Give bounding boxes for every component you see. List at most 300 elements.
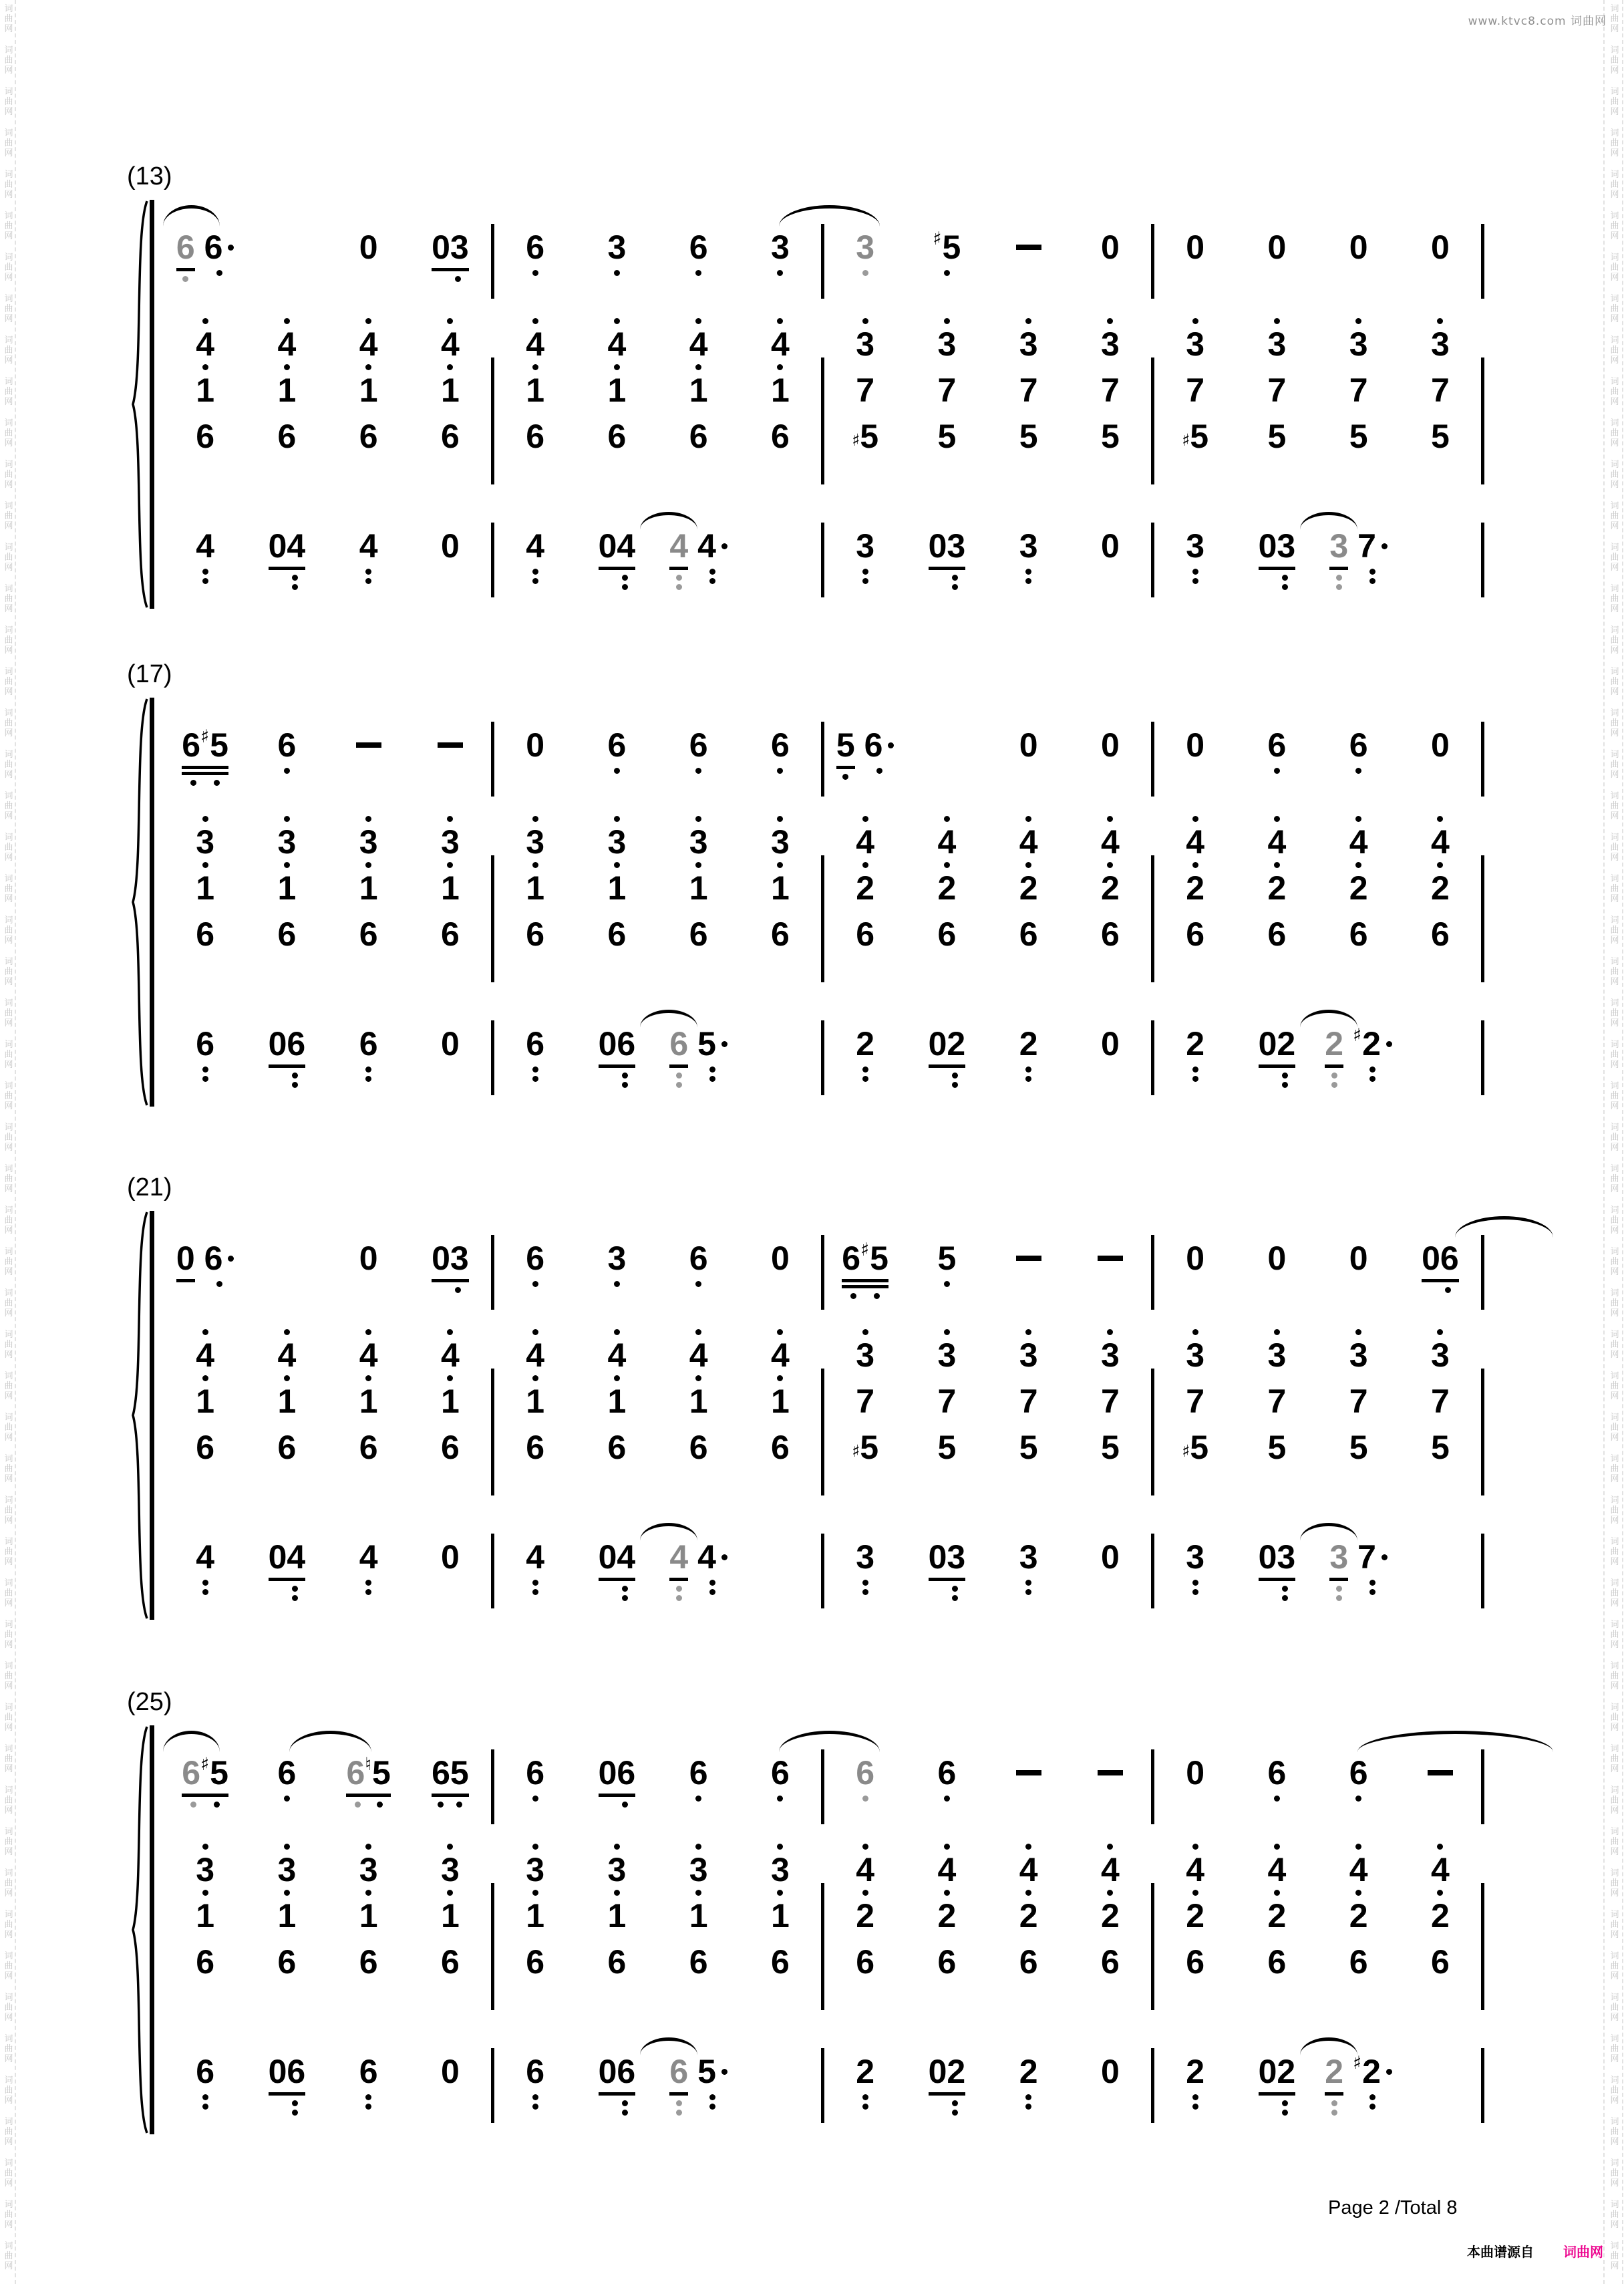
sharp-icon: ♯ [1182, 1441, 1190, 1461]
note-digit: 6 [689, 1754, 708, 1792]
edge-watermark-char: 曲 [1610, 925, 1619, 936]
note-group [1184, 2053, 1206, 2110]
octave-dot-high [1107, 816, 1113, 822]
octave-dot [456, 1802, 462, 1808]
chord-note [771, 814, 790, 860]
dashed-divider-left [15, 0, 16, 2284]
edge-watermark-char: 词 [4, 1454, 13, 1464]
chord-stack [1431, 814, 1450, 952]
music-system [127, 1688, 1523, 2160]
note-digit: 0 [1349, 1240, 1368, 1277]
note-group [1184, 1240, 1206, 1276]
edge-watermark-char: 曲 [4, 345, 13, 355]
chord-note [526, 860, 544, 906]
note-digit: 6 [1186, 915, 1205, 953]
note [929, 528, 947, 564]
note-digit: 0 [440, 2053, 460, 2090]
note-group [668, 1539, 689, 1601]
edge-watermark-char: 网 [4, 24, 13, 34]
octave-dot [1192, 569, 1198, 575]
chord-row [164, 316, 1484, 484]
note-group [1100, 528, 1121, 564]
measure [1154, 1539, 1481, 1601]
note-digit: 4 [1100, 1851, 1120, 1888]
note-digit: 4 [617, 1538, 636, 1576]
note-digit: 6 [277, 726, 297, 764]
system-start-barline [150, 1725, 154, 2134]
note [599, 1539, 617, 1575]
octave-dot-high [862, 862, 868, 868]
beat [246, 229, 327, 282]
system-label: (17) [127, 660, 172, 688]
edge-watermark-char: 网 [4, 2137, 13, 2147]
octave-dot [292, 1082, 298, 1088]
octave-dot-high [1437, 1890, 1443, 1896]
edge-watermark-char: 网 [1610, 2096, 1619, 2106]
note-digit: 0 [440, 1538, 460, 1576]
site-watermark: www.ktvc8.com 词曲网 [1468, 15, 1607, 28]
note [1277, 528, 1295, 564]
edge-watermark-char: 网 [1610, 231, 1619, 241]
beam-underline [836, 766, 855, 769]
edge-watermark-char: 词 [4, 460, 13, 470]
note-digit: 4 [937, 1851, 957, 1888]
measure [164, 229, 491, 282]
note-digit: 6 [770, 1429, 790, 1466]
note [365, 1755, 390, 1791]
note [1019, 727, 1038, 763]
edge-watermark-char: 曲 [4, 1174, 13, 1184]
barline [1481, 2048, 1484, 2123]
note [1357, 528, 1388, 564]
chord-note [1431, 860, 1450, 906]
note [1422, 1240, 1440, 1276]
edge-watermark-char: 网 [4, 521, 13, 531]
sharp-icon: ♯ [852, 430, 860, 450]
octave-dot-high [1192, 1844, 1198, 1850]
chord-note [1019, 362, 1038, 408]
note-digit: 2 [947, 2053, 966, 2090]
octave-dot-high [447, 1890, 453, 1896]
chord-note [1186, 1934, 1204, 1980]
note [856, 2053, 874, 2090]
note-digit: 7 [856, 1383, 875, 1420]
octave-dot [709, 2094, 715, 2100]
measure [494, 229, 821, 276]
note-digit: 5 [1267, 1429, 1287, 1466]
note [1431, 727, 1450, 763]
beat [740, 2053, 821, 2116]
octave-dot [777, 1796, 783, 1802]
edge-watermark-char: 词 [4, 1578, 13, 1588]
beat [410, 316, 491, 454]
octave-dot-high [695, 816, 701, 822]
note-digit: 6 [864, 726, 883, 764]
edge-watermark-char: 词 [1610, 1081, 1619, 1091]
chord-stack [852, 316, 878, 454]
note-digit: 3 [856, 527, 875, 565]
beat [164, 814, 246, 952]
beat [164, 1026, 246, 1088]
octave-dot [676, 1595, 682, 1601]
octave-dot [532, 2104, 538, 2110]
note-digit: 5 [937, 418, 957, 455]
edge-watermark-char: 词 [4, 1993, 13, 2003]
octave-dot-high [614, 318, 620, 324]
note-digit: 3 [770, 1851, 790, 1888]
beat [1070, 528, 1151, 590]
chord-note [852, 408, 878, 454]
note-group [1018, 2053, 1039, 2110]
edge-watermark-char: 词 [4, 874, 13, 884]
note-digit: 3 [450, 229, 469, 266]
octave-dot-high [1192, 1329, 1198, 1335]
chord-stack [1349, 316, 1368, 454]
octave-dot [676, 584, 682, 590]
note-digit: 0 [268, 527, 287, 565]
octave-dot-high [532, 364, 538, 370]
edge-watermark-char: 词 [1610, 708, 1619, 718]
tie-slur [779, 1731, 880, 1754]
octave-dot-high [447, 816, 453, 822]
chord-note [1349, 1373, 1368, 1419]
octave-dot [284, 1796, 290, 1802]
beat [1400, 229, 1481, 265]
chord-note [856, 362, 874, 408]
note-digit: 5 [942, 229, 961, 266]
edge-watermark-char: 词 [1610, 2117, 1619, 2127]
edge-watermark-char: 网 [4, 480, 13, 490]
edge-watermark-char: 词 [4, 791, 13, 801]
tie-slur [1455, 1216, 1553, 1240]
beat [1070, 1842, 1151, 1980]
note-digit: 0 [1100, 1538, 1120, 1576]
note-digit: 6 [842, 1240, 861, 1277]
chord-note [689, 814, 708, 860]
edge-watermark-char: 网 [4, 1308, 13, 1318]
barline [1481, 1020, 1484, 1095]
note-digit: 6 [182, 726, 201, 764]
chord-stack [277, 316, 296, 454]
octave-dot-high [695, 1844, 701, 1850]
chord-stack [526, 1842, 544, 1980]
edge-watermark-char: 词 [4, 418, 13, 428]
note-digit: 2 [1186, 2053, 1205, 2090]
octave-dot [862, 2104, 868, 2110]
beat [740, 1755, 821, 1808]
note-digit: 2 [1019, 1897, 1038, 1935]
note-digit: 6 [277, 1754, 297, 1792]
beat [658, 229, 740, 276]
note-group [696, 1026, 729, 1082]
beam-underline [1259, 1578, 1296, 1581]
edge-watermark-char: 曲 [1610, 1133, 1619, 1143]
chord-note [1182, 408, 1208, 454]
edge-watermark-char: 词 [1610, 128, 1619, 138]
note-digit: 7 [1186, 1383, 1205, 1420]
note-group [1328, 1539, 1349, 1601]
note-group [1426, 1755, 1454, 1775]
octave-dot [355, 1802, 361, 1808]
octave-dot [850, 1293, 856, 1299]
edge-watermark-char: 词 [1610, 543, 1619, 553]
chord-note [526, 1842, 544, 1888]
edge-watermark-char: 词 [4, 1371, 13, 1381]
chord-note [937, 362, 956, 408]
chord-note [607, 1373, 626, 1419]
octave-dot-high [284, 1375, 290, 1381]
note [669, 2053, 688, 2090]
note-digit: 3 [937, 325, 957, 363]
tie-slur [779, 205, 880, 229]
chord-note [1349, 1327, 1368, 1373]
note-digit: 2 [1362, 1025, 1381, 1062]
chord-note [937, 1419, 956, 1465]
octave-dot [1192, 2104, 1198, 2110]
note-group [597, 528, 637, 590]
octave-dot-high [1107, 1844, 1113, 1850]
note [1329, 528, 1348, 564]
chord-note [937, 1934, 956, 1980]
note-group [1257, 2053, 1297, 2116]
note-digit: 3 [1100, 1336, 1120, 1374]
note-digit: 2 [1362, 2053, 1381, 2090]
edge-watermark-char: 网 [1610, 604, 1619, 614]
octave-dot [862, 1580, 868, 1586]
measure [494, 1755, 821, 1808]
edge-watermark-char: 曲 [1610, 1796, 1619, 1806]
edge-watermark-char: 网 [4, 563, 13, 573]
edge-watermark-char: 曲 [1610, 387, 1619, 397]
note-digit: 2 [1019, 1025, 1038, 1062]
barline [1481, 855, 1484, 982]
chord-note [441, 316, 460, 362]
note-group [358, 1539, 379, 1595]
edge-watermark-char: 曲 [1610, 2044, 1619, 2054]
note [617, 1026, 635, 1062]
edge-watermark-char: 词 [1610, 667, 1619, 677]
note-digit: 4 [526, 527, 545, 565]
chord-note [607, 1888, 626, 1934]
octave-dot [952, 1595, 958, 1601]
chord-note [1431, 1934, 1450, 1980]
edge-watermark-char: 网 [4, 1681, 13, 1691]
note-digit: 3 [1186, 325, 1205, 363]
octave-dot [874, 1293, 880, 1299]
chord-note [277, 1373, 296, 1419]
dash-note [356, 742, 381, 748]
edge-watermark-char: 曲 [4, 55, 13, 65]
note-group [854, 1026, 876, 1082]
chord-note [277, 1327, 296, 1373]
note-group [1348, 1240, 1369, 1276]
edge-watermark-char: 网 [4, 646, 13, 656]
beat [824, 229, 906, 276]
note [617, 528, 635, 564]
chord-note [1019, 1373, 1038, 1419]
note-digit: 3 [1329, 1538, 1349, 1576]
beat [1318, 528, 1400, 590]
edge-watermark-char: 词 [1610, 1951, 1619, 1961]
note-digit: 6 [1267, 726, 1287, 764]
octave-dot [532, 1580, 538, 1586]
note-digit: 6 [1349, 726, 1368, 764]
octave-dot-high [1192, 816, 1198, 822]
note [269, 1026, 287, 1062]
edge-watermark-char: 网 [1610, 1971, 1619, 1981]
beam-underline [269, 2092, 306, 2096]
octave-dot [676, 2110, 682, 2116]
octave-dot [709, 2104, 715, 2110]
chord-note [359, 1888, 378, 1934]
note-digit: 6 [359, 1429, 378, 1466]
chord-note [359, 362, 378, 408]
chord-stack [359, 814, 378, 952]
beat [824, 1026, 906, 1088]
note-group [358, 528, 379, 584]
music-system [127, 1173, 1523, 1645]
edge-watermark-char: 曲 [1610, 1216, 1619, 1226]
chord-stack [196, 1842, 214, 1980]
beat [740, 528, 821, 590]
octave-dot-high [1355, 1890, 1361, 1896]
octave-dot [1025, 1589, 1031, 1595]
note [441, 528, 460, 564]
note-group [1348, 727, 1369, 774]
edge-watermark-char: 曲 [4, 1961, 13, 1971]
octave-dot [1274, 768, 1280, 774]
note-group [597, 1539, 637, 1601]
octave-dot-high [1274, 816, 1280, 822]
note-digit: 1 [277, 1383, 297, 1420]
octave-dot [876, 768, 882, 774]
note-digit: 5 [836, 726, 855, 764]
edge-watermark-char: 网 [1610, 107, 1619, 117]
measure [494, 2053, 821, 2116]
measure [1154, 229, 1481, 265]
chord-stack [1349, 814, 1368, 952]
edge-watermark-char: 网 [1610, 1723, 1619, 1733]
octave-dot [1025, 2104, 1031, 2110]
edge-watermark-char: 曲 [1610, 677, 1619, 687]
sharp-icon: ♯ [860, 1239, 870, 1260]
beam-underline [929, 1578, 966, 1581]
octave-dot-high [944, 816, 950, 822]
measure [824, 1539, 1151, 1601]
octave-dot-high [1025, 318, 1031, 324]
note-digit: 0 [440, 1025, 460, 1062]
note [176, 229, 195, 265]
chord-note [852, 1419, 878, 1465]
measure [494, 1539, 821, 1601]
beat [906, 727, 987, 780]
octave-dot [202, 569, 208, 575]
octave-dot-high [365, 318, 371, 324]
edge-watermark-char: 曲 [1610, 263, 1619, 273]
note-group [194, 1026, 216, 1082]
octave-dot [532, 569, 538, 575]
note-digit: 0 [1100, 2053, 1120, 2090]
note-group [180, 1755, 230, 1808]
octave-dot [1192, 2094, 1198, 2100]
edge-watermark-char: 网 [1610, 1764, 1619, 1774]
beat [410, 1755, 491, 1808]
note-digit: 5 [1019, 1429, 1038, 1466]
note-digit: 2 [1186, 869, 1205, 907]
octave-dot [862, 2094, 868, 2100]
note-group [440, 2053, 461, 2090]
note-digit: 3 [770, 229, 790, 266]
note-digit: 4 [689, 325, 708, 363]
tie-slur [289, 1731, 371, 1754]
note [1277, 2053, 1295, 2090]
edge-watermark-char: 网 [1610, 728, 1619, 738]
edge-watermark-char: 词 [4, 211, 13, 221]
note-digit: 0 [1100, 1025, 1120, 1062]
octave-dot [1025, 1066, 1031, 1073]
edge-watermark-char: 网 [1610, 1226, 1619, 1236]
tie-slur [640, 2037, 697, 2057]
note-group [1100, 229, 1121, 265]
edge-watermark-char: 曲 [1610, 967, 1619, 977]
note [836, 727, 855, 763]
octave-dot-high [695, 862, 701, 868]
beat [1070, 316, 1151, 454]
chord-note [526, 1373, 544, 1419]
edge-watermark-char: 网 [4, 355, 13, 366]
note-digit: 6 [770, 1754, 790, 1792]
edge-watermark-char: 词 [4, 1661, 13, 1671]
note [669, 528, 688, 564]
octave-dot-high [1437, 816, 1443, 822]
measure [1154, 316, 1481, 454]
chord-note [937, 316, 956, 362]
note-digit: 7 [1430, 372, 1450, 409]
note-digit: 7 [856, 372, 875, 409]
note-digit: 6 [770, 915, 790, 953]
note-digit: 3 [1349, 1336, 1368, 1374]
chord-stack [1019, 1327, 1038, 1465]
beat [494, 814, 576, 952]
chord-note [277, 1842, 296, 1888]
note-digit: 4 [770, 1336, 790, 1374]
chord-note [607, 1419, 626, 1465]
note-digit: 7 [937, 372, 957, 409]
note [526, 528, 544, 564]
beat [494, 1026, 576, 1088]
measure [494, 1842, 821, 1980]
note-digit: 0 [1267, 229, 1287, 266]
edge-watermark-char: 网 [4, 1640, 13, 1650]
note-digit: 3 [196, 823, 215, 861]
edge-watermark-char: 曲 [4, 884, 13, 894]
edge-watermark-char: 词 [1610, 1620, 1619, 1630]
edge-watermark-char: 词 [4, 584, 13, 594]
chord-note [1101, 1842, 1120, 1888]
note-digit: 3 [440, 1851, 460, 1888]
chord-stack [1182, 1327, 1208, 1465]
chord-note [937, 408, 956, 454]
measure [1154, 2053, 1481, 2116]
chord-note [607, 1934, 626, 1980]
octave-dot [862, 578, 868, 584]
system-music [164, 1728, 1497, 2159]
octave-dot [532, 270, 538, 276]
octave-dot [1336, 575, 1342, 581]
octave-dot [709, 569, 715, 575]
note-digit: 2 [1019, 2053, 1038, 2090]
note-digit: 3 [1186, 527, 1205, 565]
